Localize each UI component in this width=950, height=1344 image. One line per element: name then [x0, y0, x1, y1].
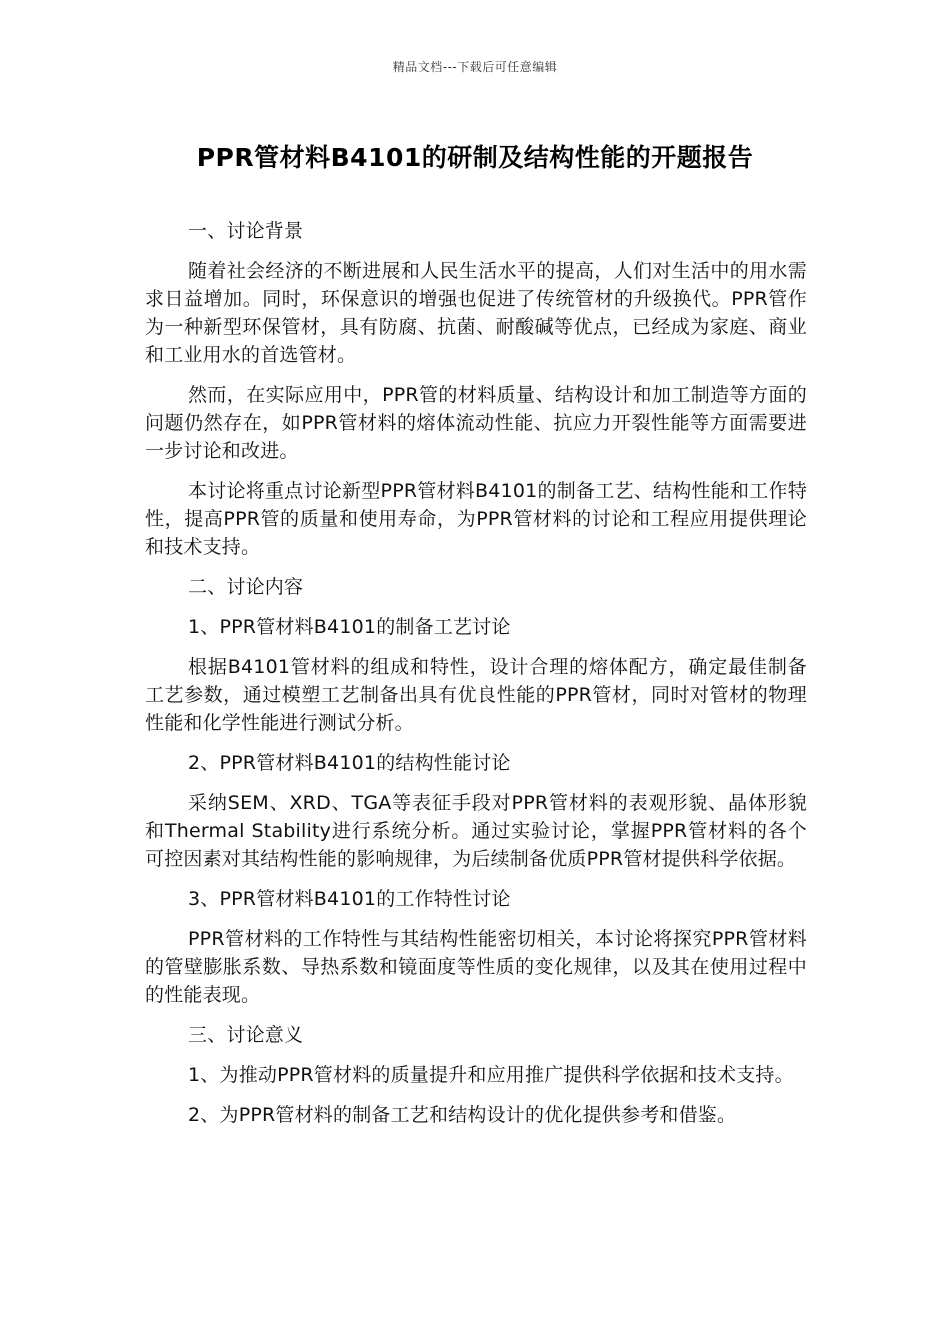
paragraph: 根据B4101管材料的组成和特性，设计合理的熔体配方，确定最佳制备工艺参数，通过模塑工艺制备出具有优良性能的PPR管材，同时对管材的物理性能和化学性能进行测试分析。 [145, 656, 807, 734]
watermark: 精品文档---下载后可任意编辑 [392, 60, 558, 74]
section-heading: 二、讨论内容 [188, 576, 304, 598]
subsection-heading: 2、PPR管材料B4101的结构性能讨论 [188, 752, 511, 774]
paragraph: PPR管材料的工作特性与其结构性能密切相关，本讨论将探究PPR管材料的管壁膨胀系数、导热系数和镜面度等性质的变化规律，以及其在使用过程中的性能表现。 [145, 928, 807, 1006]
paragraph: 随着社会经济的不断进展和人民生活水平的提高，人们对生活中的用水需求日益增加。同时，环保意识的增强也促进了传统管材的升级换代。PPR管作为一种新型环保管材，具有防腐、抗菌、耐酸碱等优点，已经成为家庭、商业和工业用水的首选管材。 [145, 260, 807, 366]
section-heading: 一、讨论背景 [188, 220, 304, 242]
paragraph: 2、为PPR管材料的制备工艺和结构设计的优化提供参考和借鉴。 [188, 1104, 737, 1126]
paragraph: 1、为推动PPR管材料的质量提升和应用推广提供科学依据和技术支持。 [188, 1064, 794, 1086]
subsection-heading: 3、PPR管材料B4101的工作特性讨论 [188, 888, 511, 910]
subsection-heading: 1、PPR管材料B4101的制备工艺讨论 [188, 616, 511, 638]
section-heading: 三、讨论意义 [188, 1024, 304, 1046]
paragraph: 采纳SEM、XRD、TGA等表征手段对PPR管材料的表观形貌、晶体形貌和Thermal Stability进行系统分析。通过实验讨论，掌握PPR管材料的各个可控因素对其结构性能的影响规律，为后续制备优质PPR管材提供科学依据。 [145, 792, 807, 870]
document-body [145, 217, 807, 1141]
document-title: PPR管材料B4101的研制及结构性能的开题报告 [196, 143, 754, 172]
paragraph: 本讨论将重点讨论新型PPR管材料B4101的制备工艺、结构性能和工作特性，提高PPR管的质量和使用寿命，为PPR管材料的讨论和工程应用提供理论和技术支持。 [145, 480, 807, 558]
paragraph: 然而，在实际应用中，PPR管的材料质量、结构设计和加工制造等方面的问题仍然存在，如PPR管材料的熔体流动性能、抗应力开裂性能等方面需要进一步讨论和改进。 [145, 384, 807, 462]
